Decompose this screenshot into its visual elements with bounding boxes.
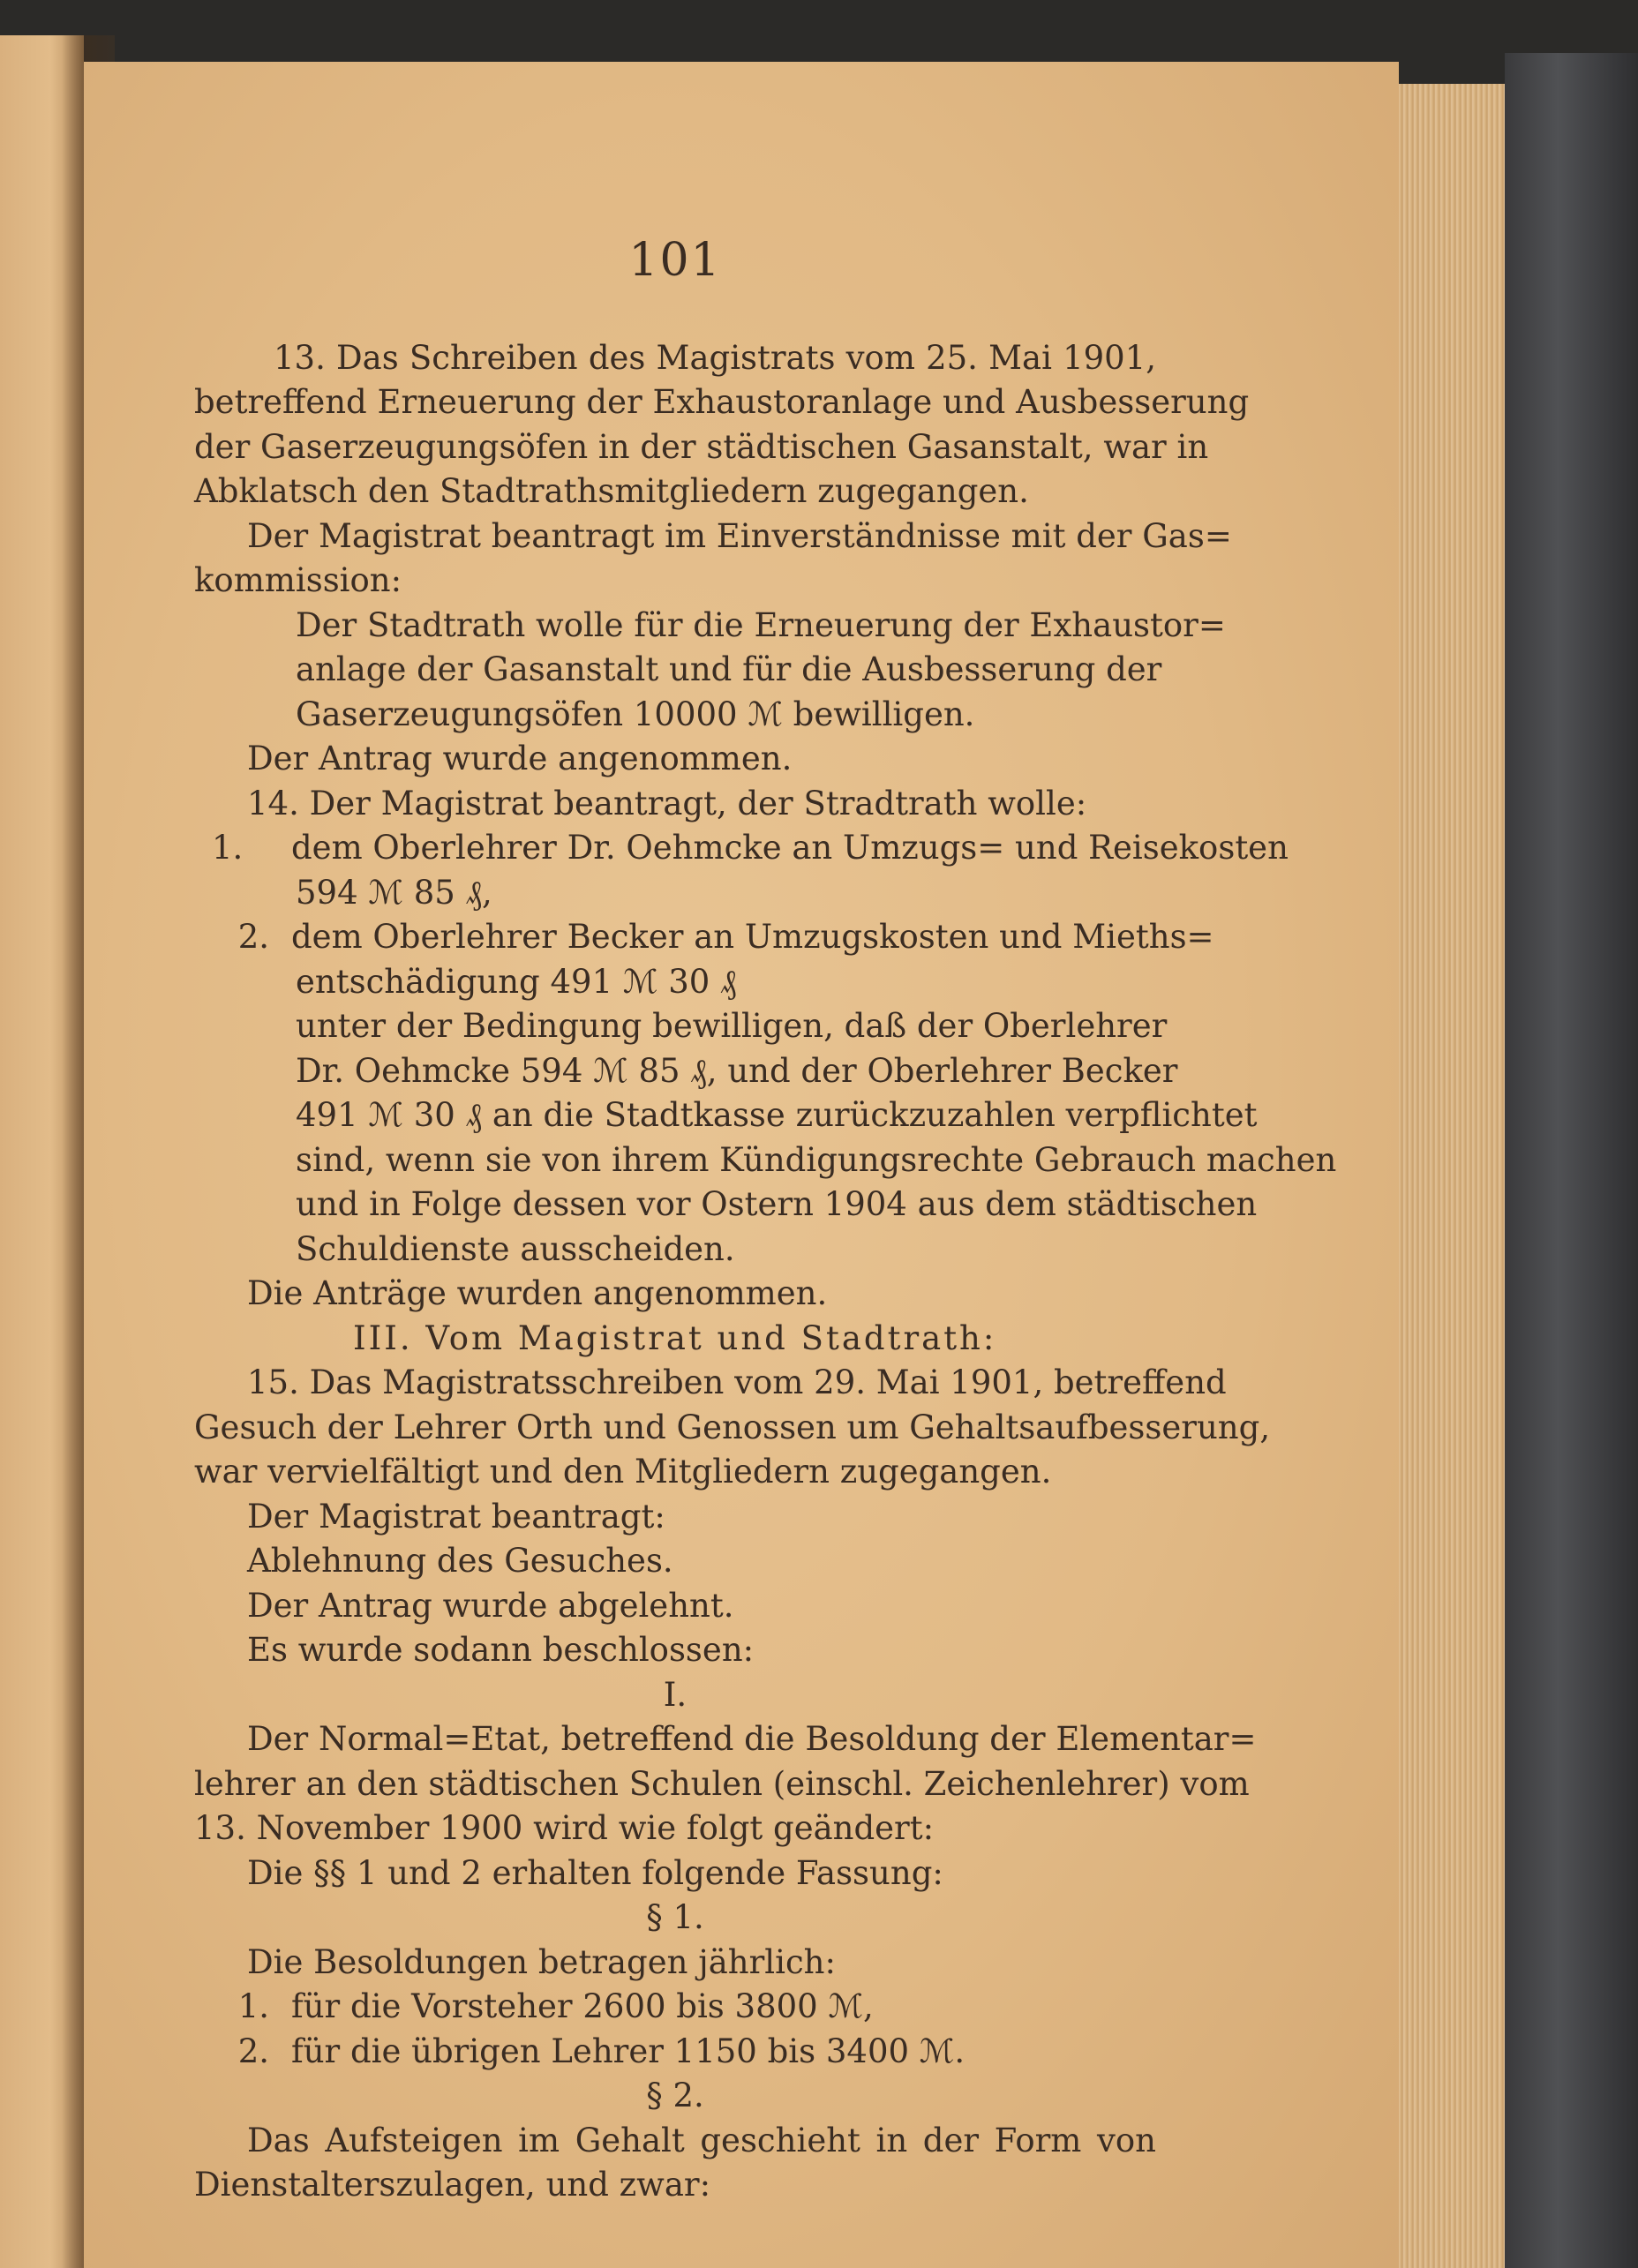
text-line: 15. Das Magistratsschreiben vom 29. Mai 1901, betreffend [247,1363,1227,1401]
text-line: und in Folge dessen vor Ostern 1904 aus dem städtischen [296,1185,1258,1223]
text-line: der Gaserzeugungsöfen in der städtischen Gasanstalt, war in [194,427,1209,466]
section-mark: § 2. [646,2076,704,2114]
list-text: für die übrigen Lehrer 1150 bis 3400 ℳ. [291,2031,966,2070]
list-text: dem Oberlehrer Becker an Umzugskosten und Mieths= [291,918,1214,956]
text-line: Der Normal=Etat, betreffend die Besoldung der Elementar= [247,1720,1257,1758]
list-number: 2. [237,2031,269,2070]
text-line: lehrer an den städtischen Schulen (einschl. Zeichenlehrer) vom [194,1764,1250,1803]
text-line: Der Magistrat beantragt im Einverständnisse mit der Gas= [247,516,1232,555]
text-line: Dr. Oehmcke 594 ℳ 85 ₰, und der Oberlehrer Becker [296,1051,1178,1090]
list-item [194,826,1289,871]
text-line: Der Stadtrath wolle für die Erneuerung der Exhaustor= [296,605,1226,644]
text-line: Es wurde sodann beschlossen: [247,1631,755,1669]
section-heading: III. Vom Magistrat und Stadtrath: [353,1318,997,1357]
text-line: 491 ℳ 30 ₰ an die Stadtkasse zurückzuzahlen verpflichtet [296,1096,1258,1134]
page-number: 101 [628,234,722,287]
text-line: Ablehnung des Gesuches. [247,1542,673,1580]
text-line: entschädigung 491 ℳ 30 ₰ [296,962,737,1001]
text-line: 13. November 1900 wird wie folgt geändert: [194,1809,935,1847]
roman-numeral: I. [663,1675,688,1714]
text-line: Der Antrag wurde abgelehnt. [247,1586,734,1625]
list-text: für die Vorsteher 2600 bis 3800 ℳ, [291,1987,874,2025]
text-line: Der Antrag wurde angenommen. [247,740,793,777]
text-line: war vervielfältigt und den Mitgliedern zugegangen. [194,1453,1052,1491]
text-line: sind, wenn sie von ihrem Kündigungsrechte Gebrauch machen [296,1140,1337,1179]
text-line: Der Magistrat beantragt: [247,1497,665,1536]
page-block-edge [1399,84,1505,2268]
text-line: Dienstalterszulagen, und zwar: [194,2166,711,2204]
list-number: 1. [237,1987,269,2025]
text-line: kommission: [194,561,402,599]
text-line: betreffend Erneuerung der Exhaustoranlage und Ausbesserung [194,383,1250,421]
list-item [194,1985,1156,2030]
list-number: 2. [237,918,269,956]
text-line: 594 ℳ 85 ₰, [296,873,492,912]
text-line: 14. Der Magistrat beantragt, der Stradtrath wolle: [247,784,1087,822]
list-item [194,915,1214,960]
text-line: Abklatsch den Stadtrathsmitgliedern zugegangen. [194,472,1029,510]
text-line: Das Aufsteigen im Gehalt geschieht in der Form von [247,2121,1156,2159]
text-line: Gaserzeugungsöfen 10000 ℳ bewilligen. [296,695,975,733]
section-mark: § 1. [646,1898,704,1936]
text-line: Die Anträge wurden angenommen. [247,1274,828,1312]
text-line: Gesuch der Lehrer Orth und Genossen um Gehaltsaufbesserung, [194,1408,1271,1446]
text-line: 13. Das Schreiben des Magistrats vom 25. Mai 1901, [274,338,1156,377]
list-number: 1. [212,829,244,867]
text-line: Die §§ 1 und 2 erhalten folgende Fassung: [247,1853,943,1892]
book-cover [1505,53,1638,2268]
list-text: dem Oberlehrer Dr. Oehmcke an Umzugs= und Reisekosten [291,829,1289,867]
text-line: unter der Bedingung bewilligen, daß der Oberlehrer [296,1007,1168,1045]
text-line: Schuldienste ausscheiden. [296,1229,735,1268]
text-line: Die Besoldungen betragen jährlich: [247,1942,836,1981]
text-line: anlage der Gasanstalt und für die Ausbesserung der [296,650,1162,688]
page-text [194,234,1337,2208]
list-item [194,2030,1156,2075]
